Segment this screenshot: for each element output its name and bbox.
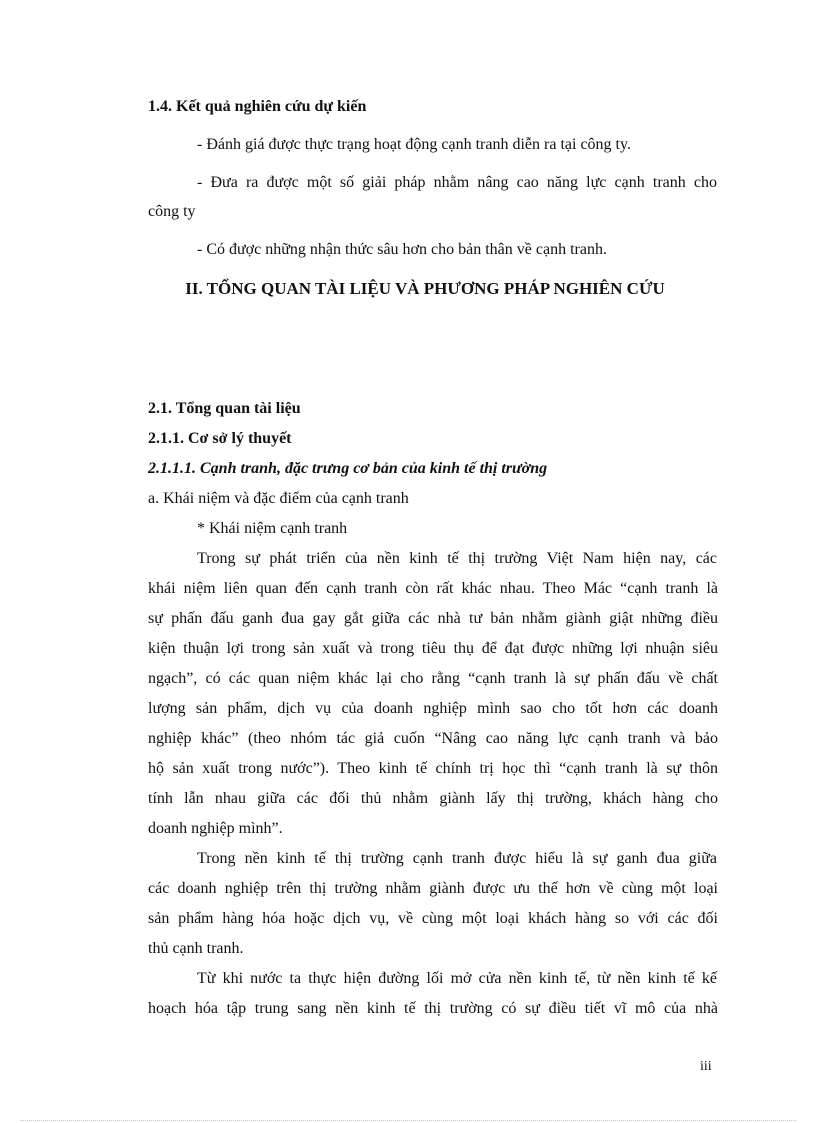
para1-line: kiện thuận lợi trong sản xuất và trong tiêu thụ để đạt được những lợi nhuận siêu	[148, 640, 718, 657]
para3-line: Từ khi nước ta thực hiện đường lối mở cửa nền kinh tế, từ nền kinh tế kế	[197, 970, 717, 987]
para2-line: Trong nền kinh tế thị trường cạnh tranh được hiểu là sự ganh đua giữa	[197, 850, 717, 867]
heading-a: a. Khái niệm và đặc điểm của cạnh tranh	[148, 490, 409, 507]
para1-line: doanh nghiệp mình”.	[148, 820, 283, 837]
heading-2-1: 2.1. Tổng quan tài liệu	[148, 400, 301, 417]
para1-line: khái niệm liên quan đến cạnh tranh còn rất khác nhau. Theo Mác “cạnh tranh là	[148, 580, 718, 597]
heading-2-1-1-1: 2.1.1.1. Cạnh tranh, đặc trưng cơ bản của kinh tế thị trường	[148, 460, 548, 477]
page-number: iii	[700, 1059, 712, 1074]
heading-star: * Khái niệm cạnh tranh	[197, 520, 348, 537]
para1-line: hộ sản xuất trong nước”). Theo kinh tế chính trị học thì “cạnh tranh là sự thôn	[148, 760, 718, 777]
chapter-title: II. TỔNG QUAN TÀI LIỆU VÀ PHƯƠNG PHÁP NGHIÊN CỨU	[185, 279, 665, 298]
para1-line: Trong sự phát triển của nền kinh tế thị trường Việt Nam hiện nay, các	[197, 550, 717, 567]
para2-line: sản phẩm hàng hóa hoặc dịch vụ, về cùng một loại khách hàng so với các đối	[148, 910, 718, 927]
result-item-2-line-1: - Đưa ra được một số giải pháp nhằm nâng cao năng lực cạnh tranh cho	[197, 174, 717, 191]
result-item-3: - Có được những nhận thức sâu hơn cho bản thân về cạnh tranh.	[197, 241, 607, 258]
para1-line: nghiệp khác” (theo nhóm tác giả cuốn “Nâng cao năng lực cạnh tranh và bảo	[148, 730, 718, 747]
para1-line: ngạch”, có các quan niệm khác lại cho rằng “cạnh tranh là sự phấn đấu về chất	[148, 670, 718, 687]
heading-1-4: 1.4. Kết quả nghiên cứu dự kiến	[148, 98, 367, 115]
heading-2-1-1: 2.1.1. Cơ sở lý thuyết	[148, 430, 292, 447]
para1-line: lượng sản phẩm, dịch vụ của doanh nghiệp mình sao cho tốt hơn các doanh	[148, 700, 718, 717]
para1-line: sự phấn đấu ganh đua gay gắt giữa các nhà tư bản nhằm giành giật những điều	[148, 610, 718, 627]
result-item-2-line-2: công ty	[148, 203, 196, 220]
result-item-1: - Đánh giá được thực trạng hoạt động cạnh tranh diễn ra tại công ty.	[197, 136, 631, 153]
para2-line: các doanh nghiệp trên thị trường nhằm giành được ưu thế hơn về cùng một loại	[148, 880, 718, 897]
para2-line: thủ cạnh tranh.	[148, 940, 244, 957]
para1-line: tính lẫn nhau giữa các đối thủ nhằm giành lấy thị trường, khách hàng cho	[148, 790, 718, 807]
page-bottom-divider	[20, 1120, 796, 1121]
para3-line: hoạch hóa tập trung sang nền kinh tế thị trường có sự điều tiết vĩ mô của nhà	[148, 1000, 718, 1017]
